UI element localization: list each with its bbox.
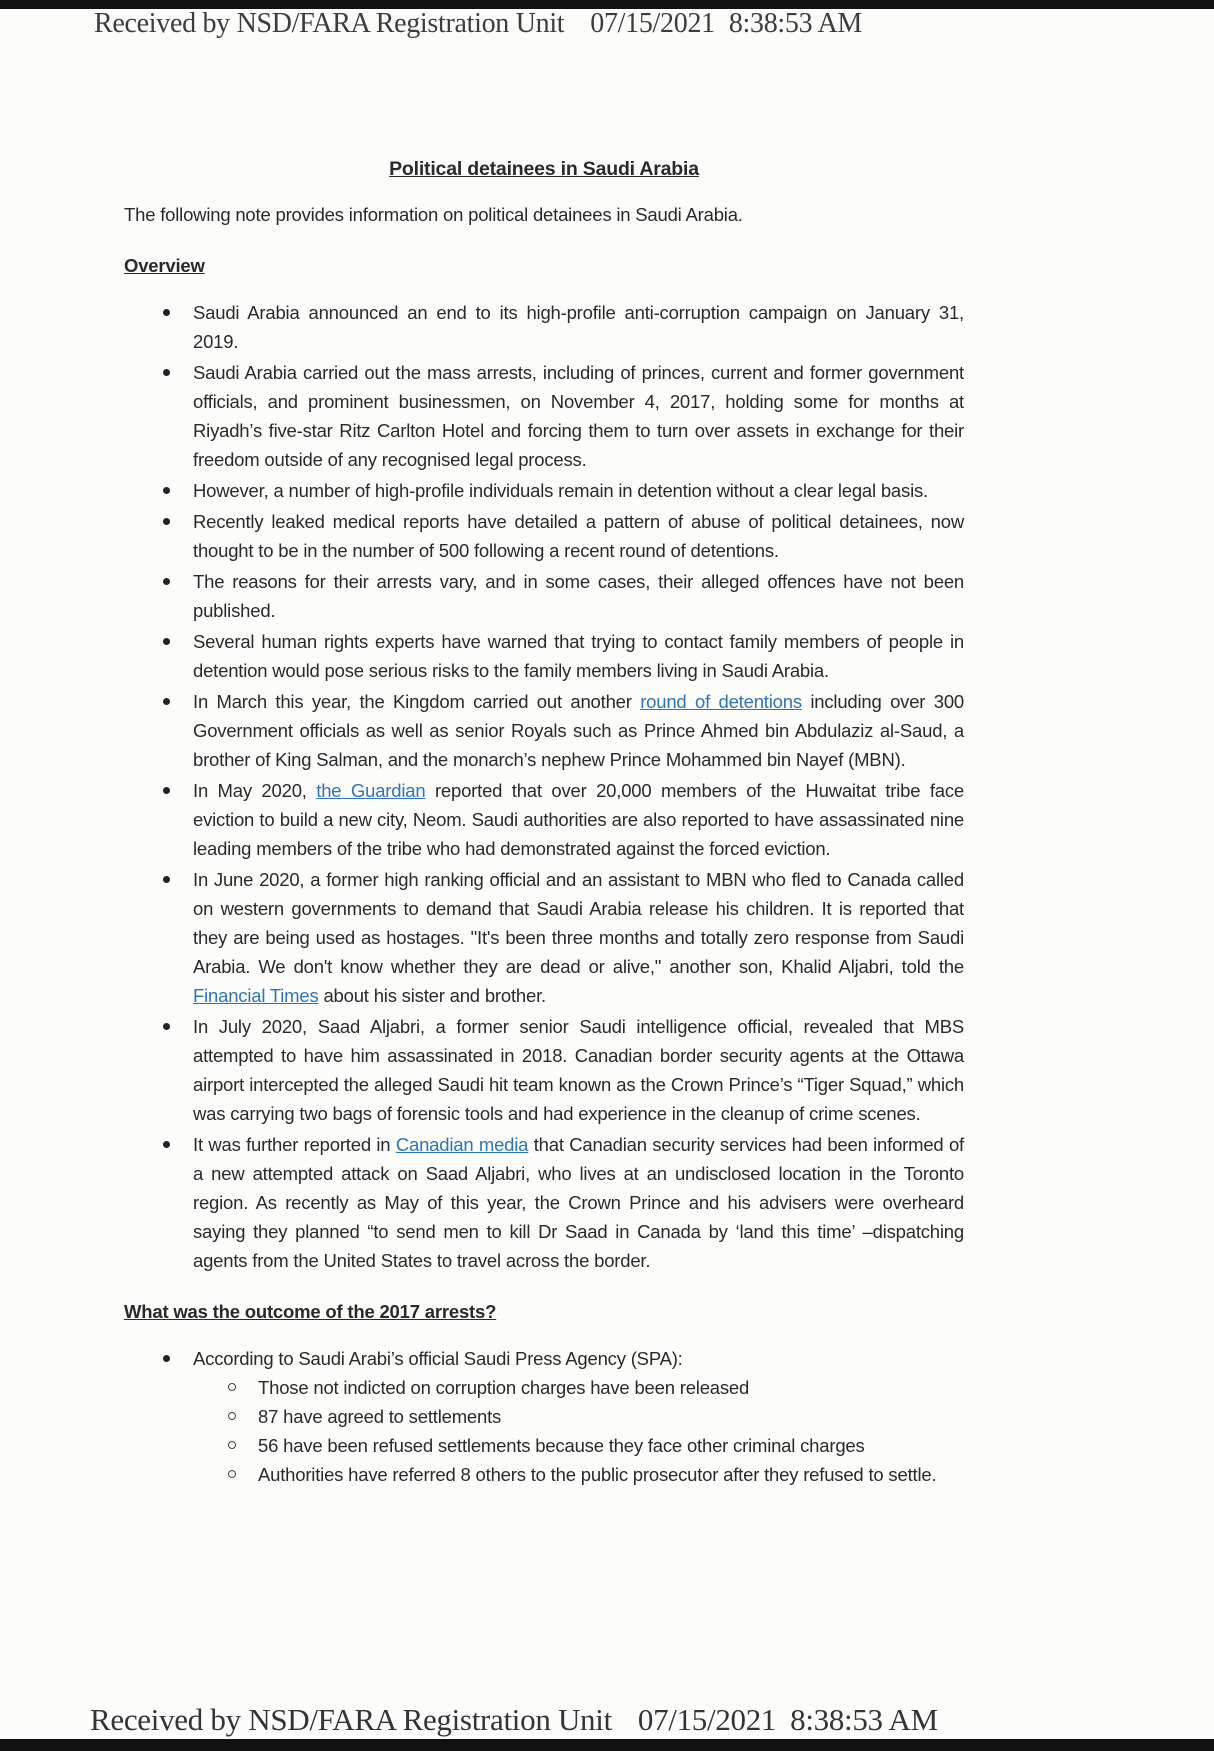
bullet-text: The reasons for their arrests vary, and in some cases, their alleged offences have not been published.	[193, 571, 964, 621]
sub-bullet-list	[193, 1373, 964, 1489]
sub-bullet-item	[193, 1460, 964, 1489]
sub-bullet-item	[193, 1431, 964, 1460]
sub-bullet-item	[193, 1373, 964, 1402]
bullet-item	[124, 687, 964, 774]
bullet-text: However, a number of high-profile individuals remain in detention without a clear legal basis.	[193, 480, 928, 501]
inline-link[interactable]: Financial Times	[193, 985, 319, 1006]
inline-link[interactable]: Canadian media	[395, 1134, 529, 1155]
section-heading: Overview	[124, 255, 205, 276]
document-sections	[124, 251, 964, 1489]
bullet-text: Saudi Arabia carried out the mass arrests, including of princes, current and former government officials, and prominent businessmen, on November 4, 2017, holding some for months at Riyadh’s five-star Ritz Carlton Hotel and forcing them to turn over assets in exchange for their freedom outside of any recognised legal process.	[193, 362, 964, 470]
fara-stamp-footer	[90, 1703, 938, 1737]
inline-link[interactable]: the Guardian	[316, 780, 426, 801]
stamp-date: 07/15/2021	[590, 8, 715, 39]
document-content	[124, 0, 964, 1491]
bullet-text: In July 2020, Saad Aljabri, a former senior Saudi intelligence official, revealed that MBS attempted to have him assassinated in 2018. Canadian border security agents at the Ottawa airport intercepted the alleged Saudi hit team known as the Crown Prince’s “Tiger Squad,” which was carrying two bags of forensic tools and had experience in the cleanup of crime scenes.	[193, 1016, 964, 1124]
bullet-text: Saudi Arabia announced an end to its high-profile anti-corruption campaign on January 31, 2019.	[193, 302, 964, 352]
bullet-text: In May 2020,	[193, 780, 317, 801]
bullet-item	[124, 627, 964, 685]
stamp-time: 8:38:53 AM	[728, 8, 862, 39]
bullet-item	[124, 865, 964, 1010]
bullet-item	[124, 507, 964, 565]
bullet-item	[124, 1344, 964, 1489]
sub-bullet-item	[193, 1402, 964, 1431]
sub-bullet-text: Authorities have referred 8 others to the public prosecutor after they refused to settle.	[258, 1464, 937, 1485]
bullet-list	[124, 298, 964, 1275]
bullet-text: In March this year, the Kingdom carried out another	[193, 691, 641, 712]
intro-paragraph: The following note provides information on political detainees in Saudi Arabia.	[124, 204, 743, 225]
bullet-item	[124, 1130, 964, 1275]
stamp-received-text: Received by NSD/FARA Registration Unit	[94, 8, 565, 39]
bullet-list	[124, 1344, 964, 1489]
bullet-item	[124, 298, 964, 356]
bullet-text: It was further reported in	[193, 1134, 396, 1155]
bullet-text: According to Saudi Arabi’s official Saudi Press Agency (SPA):	[193, 1348, 683, 1369]
bullet-item	[124, 1012, 964, 1128]
bullet-text: including over 300 Government officials as well as senior Royals such as Prince Ahmed bin Abdulaziz al-Saud, a brother of King Salman, and the monarch’s nephew Prince Mohammed bin Nayef (MBN).	[193, 691, 965, 770]
bullet-text: reported that over 20,000 members of the Huwaitat tribe face eviction to build a new city, Neom. Saudi authorities are also reported to have assassinated nine leading members of the tribe who had demonstrated against the forced eviction.	[193, 780, 965, 859]
bullet-text: that Canadian security services had been informed of a new attempted attack on Saad Aljabri, who lives at an undisclosed location in the Toronto region. As recently as May of this year, the Crown Prince and his advisers were overheard saying they planned “to send men to kill Dr Saad in Canada by ‘land this time’ –dispatching agents from the United States to travel across the border.	[193, 1134, 964, 1271]
sub-bullet-text: 56 have been refused settlements because they face other criminal charges	[258, 1435, 865, 1456]
bullet-text: Recently leaked medical reports have detailed a pattern of abuse of political detainees, now thought to be in the number of 500 following a recent round of detentions.	[193, 511, 964, 561]
bottom-black-bar	[0, 1739, 1214, 1751]
bullet-text: about his sister and brother.	[318, 985, 546, 1006]
stamp-time: 8:38:53 AM	[790, 1702, 938, 1737]
stamp-received-text: Received by NSD/FARA Registration Unit	[90, 1702, 612, 1737]
stamp-date: 07/15/2021	[637, 1702, 777, 1737]
sub-bullet-text: 87 have agreed to settlements	[258, 1406, 502, 1427]
bullet-item	[124, 776, 964, 863]
bullet-item	[124, 567, 964, 625]
bullet-text: Several human rights experts have warned that trying to contact family members of people in detention would pose serious risks to the family members living in Saudi Arabia.	[193, 631, 964, 681]
inline-link[interactable]: round of detentions	[640, 691, 802, 712]
section-heading: What was the outcome of the 2017 arrests?	[124, 1301, 497, 1322]
bullet-item	[124, 358, 964, 474]
document-title: Political detainees in Saudi Arabia	[389, 158, 699, 180]
bullet-item	[124, 476, 964, 505]
bullet-text: In June 2020, a former high ranking official and an assistant to MBN who fled to Canada called on western governments to demand that Saudi Arabia release his children. It is reported that they are being used as hostages. "It's been three months and totally zero response from Saudi Arabia. We don't know whether they are dead or alive," another son, Khalid Aljabri, told the	[193, 869, 964, 977]
sub-bullet-text: Those not indicted on corruption charges have been released	[258, 1377, 750, 1398]
